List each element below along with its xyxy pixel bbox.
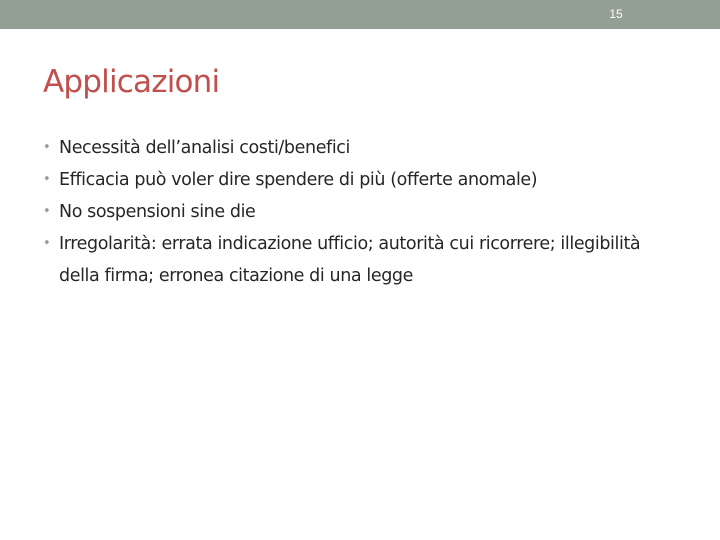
bullet-text: Efficacia può voler dire spendere di più (offerte anomale) bbox=[59, 170, 538, 190]
bullet-item bbox=[43, 196, 683, 228]
bullet-list bbox=[43, 132, 683, 292]
slide-title: Applicazioni bbox=[43, 64, 220, 100]
bullet-marker: • bbox=[43, 140, 51, 155]
bullet-item bbox=[43, 164, 683, 196]
bullet-marker: • bbox=[43, 236, 51, 251]
bullet-marker: • bbox=[43, 172, 51, 187]
bullet-item bbox=[43, 228, 683, 292]
slide-number: 15 bbox=[609, 7, 623, 21]
bullet-text: No sospensioni sine die bbox=[59, 202, 256, 222]
bullet-text: Irregolarità: errata indicazione ufficio; autorità cui ricorrere; illegibilità della firma; erronea citazione di una legge bbox=[59, 234, 641, 286]
bullet-marker: • bbox=[43, 204, 51, 219]
bullet-text: Necessità dell’analisi costi/benefici bbox=[59, 138, 350, 158]
slide-header-bar bbox=[0, 0, 720, 29]
bullet-item bbox=[43, 132, 683, 164]
